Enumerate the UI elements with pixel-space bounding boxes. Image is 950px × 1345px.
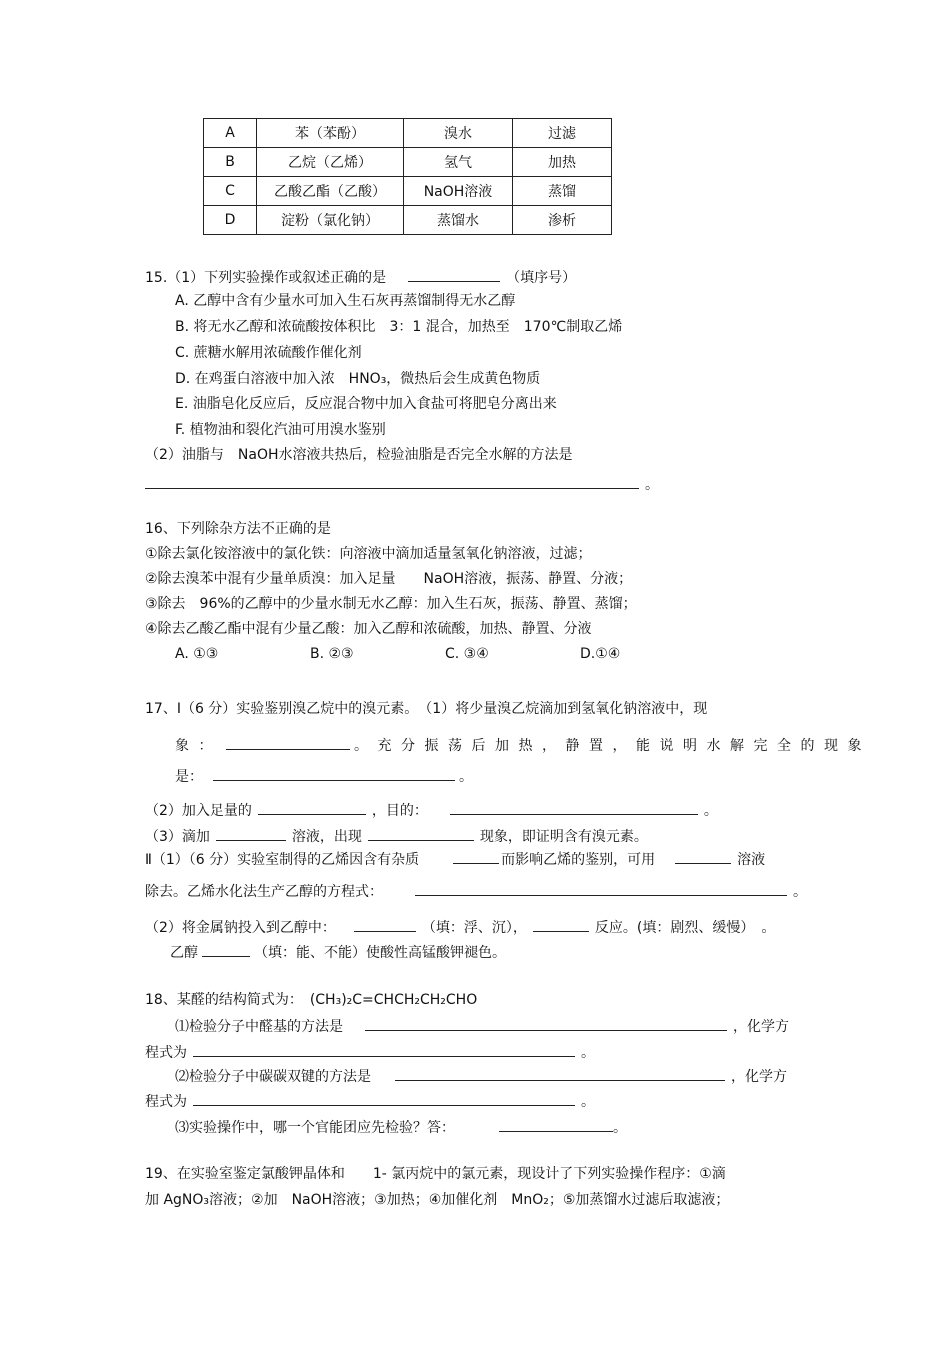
row-label: B: [204, 148, 257, 177]
q18-blank-double-bond-method[interactable]: [395, 1066, 725, 1081]
q15-answer-blank[interactable]: [408, 267, 500, 282]
q16-choice-b: B. ②③: [310, 646, 354, 662]
row-substance: 乙酸乙酯（乙酸）: [257, 177, 404, 206]
q17-line-7: 除去。乙烯水化法生产乙醇的方程式： 。: [145, 881, 807, 901]
q17-line-4: （2）加入足量的 ，目的： 。: [145, 800, 718, 820]
q17-blank-purpose[interactable]: [450, 800, 698, 815]
q15-option-f: F. 植物油和裂化汽油可用溴水鉴别: [175, 422, 386, 438]
row-substance: 淀粉（氯化钠）: [257, 206, 404, 235]
q15-option-e: E. 油脂皂化反应后，反应混合物中加入食盐可将肥皂分离出来: [175, 396, 557, 412]
row-reagent: NaOH溶液: [404, 177, 513, 206]
q18-line-2: 程式为 。: [145, 1042, 595, 1062]
q18-blank-aldehyde-method[interactable]: [365, 1016, 727, 1031]
row-method: 过滤: [513, 119, 612, 148]
q16-choice-c: C. ③④: [445, 646, 489, 662]
q18-blank-first-group[interactable]: [499, 1117, 613, 1132]
row-reagent: 蒸馏水: [404, 206, 513, 235]
q17-blank-remove-solution[interactable]: [675, 849, 731, 864]
q19-line-2: 加 AgNO₃溶液；②加 NaOH溶液；③加热；④加催化剂 MnO₂；⑤加蒸馏水过滤后取滤液；: [145, 1192, 730, 1208]
q16-item-3: ③除去 96%的乙醇中的少量水制无水乙醇：加入生石灰，振荡、静置、蒸馏；: [145, 596, 637, 612]
q15-part2: （2）油脂与 NaOH水溶液共热后，检验油脂是否完全水解的方法是: [145, 447, 573, 463]
q15-option-b: B. 将无水乙醇和浓硫酸按体积比 3：1 混合，加热至 170℃制取乙烯: [175, 319, 623, 335]
q18-blank-aldehyde-equation[interactable]: [193, 1042, 575, 1057]
q19-line-1: 19、在实验室鉴定氯酸钾晶体和 1- 氯丙烷中的氯元素，现设计了下列实验操作程序：①滴: [145, 1166, 726, 1182]
row-label: C: [204, 177, 257, 206]
q17-blank-solution[interactable]: [216, 826, 286, 841]
table-row: [204, 206, 612, 235]
row-method: 蒸馏: [513, 177, 612, 206]
q17-line-3: 是： 。: [175, 766, 473, 786]
q15-part2-blank[interactable]: [145, 474, 639, 489]
table-row: [204, 177, 612, 206]
q18-stem: 18、某醛的结构简式为： (CH₃)₂C=CHCH₂CH₂CHO: [145, 992, 478, 1008]
q16-choice-d: D.①④: [580, 646, 621, 662]
q17-blank-observation[interactable]: [368, 826, 474, 841]
q16-item-2: ②除去溴苯中混有少量单质溴：加入足量 NaOH溶液，振荡、静置、分液；: [145, 571, 633, 587]
q17-blank-phenomenon[interactable]: [226, 735, 350, 750]
q16-stem: 16、下列除杂方法不正确的是: [145, 521, 331, 537]
q18-line-4: 程式为 。: [145, 1091, 595, 1111]
q17-line-9: 乙醇 （填：能、不能）使酸性高锰酸钾褪色。: [170, 942, 506, 962]
q18-line-5: ⑶实验操作中，哪一个官能团应先检验？答： 。: [175, 1117, 627, 1137]
row-substance: 乙烷（乙烯）: [257, 148, 404, 177]
q17-line-6: Ⅱ（1）（6 分）实验室制得的乙烯因含有杂质 而影响乙烯的鉴别，可用 溶液: [145, 849, 765, 869]
q16-choice-a: A. ①③: [175, 646, 219, 662]
q15-option-c: C. 蔗糖水解用浓硫酸作催化剂: [175, 345, 362, 361]
row-label: D: [204, 206, 257, 235]
q17-blank-float-sink[interactable]: [354, 917, 416, 932]
q18-line-1: ⑴检验分子中醛基的方法是 ，化学方: [175, 1016, 789, 1036]
q17-line-8: （2）将金属钠投入到乙醇中： （填：浮、沉）， 反应。(填：剧烈、缓慢） 。: [145, 917, 775, 937]
q18-blank-double-bond-equation[interactable]: [193, 1091, 575, 1106]
q17-line-5: （3）滴加 溶液，出现 现象，即证明含有溴元素。: [145, 826, 648, 846]
row-reagent: 氢气: [404, 148, 513, 177]
q17-line-1: 17、Ⅰ（6 分）实验鉴别溴乙烷中的溴元素。 （1）将少量溴乙烷滴加到氢氧化钠溶液中，现: [145, 701, 708, 717]
q16-item-1: ①除去氯化铵溶液中的氯化铁：向溶液中滴加适量氢氧化钠溶液，过滤；: [145, 546, 592, 562]
q17-blank-rate[interactable]: [533, 917, 589, 932]
q15-stem: 15.（1）下列实验操作或叙述正确的是 （填序号）: [145, 267, 576, 287]
row-method: 加热: [513, 148, 612, 177]
row-label: A: [204, 119, 257, 148]
options-table: [203, 118, 612, 235]
q17-blank-equation[interactable]: [415, 881, 787, 896]
q15-option-d: D. 在鸡蛋白溶液中加入浓 HNO₃，微热后会生成黄色物质: [175, 371, 541, 387]
q17-blank-can[interactable]: [202, 942, 250, 957]
q15-part2-answer-line: 。: [145, 474, 659, 494]
q17-blank-impurity[interactable]: [453, 849, 499, 864]
q16-item-4: ④除去乙酸乙酯中混有少量乙酸：加入乙醇和浓硫酸，加热、静置、分液: [145, 621, 592, 637]
q17-blank-reagent[interactable]: [258, 800, 366, 815]
q18-line-3: ⑵检验分子中碳碳双键的方法是 ，化学方: [175, 1066, 787, 1086]
q17-line-2: 象： 。充分振荡后加热，静置，能说明水解完全的现象: [175, 735, 871, 755]
table-row: [204, 148, 612, 177]
row-substance: 苯（苯酚）: [257, 119, 404, 148]
q17-blank-complete[interactable]: [213, 766, 455, 781]
q15-option-a: A. 乙醇中含有少量水可加入生石灰再蒸馏制得无水乙醇: [175, 293, 516, 309]
table-row: [204, 119, 612, 148]
row-method: 渗析: [513, 206, 612, 235]
row-reagent: 溴水: [404, 119, 513, 148]
